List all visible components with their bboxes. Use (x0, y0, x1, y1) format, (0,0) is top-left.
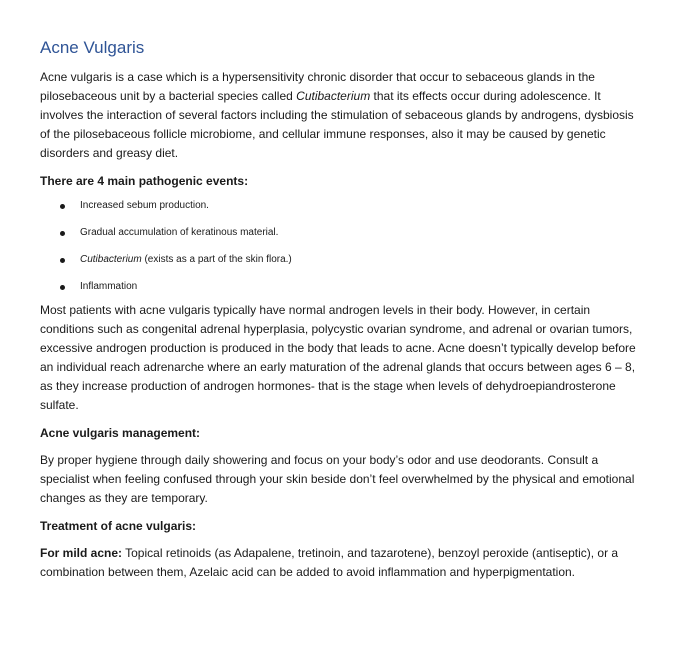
management-heading: Acne vulgaris management: (40, 426, 201, 440)
list-item (40, 253, 644, 267)
treatment-heading: Treatment of acne vulgaris: (40, 519, 197, 533)
list-item-text: Gradual accumulation of keratinous material. (80, 227, 279, 238)
list-item-text: Increased sebum production. (80, 200, 209, 211)
management-paragraph: By proper hygiene through daily showering and focus on your body’s odor and use deodorants. Consult a specialist when feeling confused through your skin beside don’t feel overwhelmed by the physical and emotional changes as they are temporary. (40, 453, 635, 505)
treatment-paragraph (40, 544, 644, 582)
bullet-icon (60, 231, 65, 236)
list-item (40, 280, 644, 294)
bullet-icon (60, 204, 65, 209)
bullet-icon (60, 285, 65, 290)
bullet-icon (60, 258, 65, 263)
intro-text-part1: Acne vulgaris is a case which is a hypersensitivity chronic disorder that occur to sebaceous glands in the pilosebaceous unit by a bacterial species called (40, 70, 595, 103)
treatment-text: Topical retinoids (as Adapalene, tretinoin, and tazarotene), benzoyl peroxide (antiseptic), or a combination between them, Azelaic acid can be added to avoid inflammation and hyperpigmentation. (40, 546, 619, 579)
list-item (40, 226, 644, 240)
list-item-italic: Cutibacterium (80, 254, 142, 265)
treatment-label: For mild acne: (40, 546, 123, 560)
document-title: Acne Vulgaris (40, 38, 145, 57)
list-item-text: Inflammation (80, 281, 138, 292)
list-item (40, 199, 644, 213)
intro-text-part2: that its effects occur during adolescence. It involves the interaction of several factors including the stimulation of sebaceous glands by androgens, dysbiosis of the pilosebaceous follicle microbiome, and cellular immune responses, also it may be caused by genetic disorders and greasy diet. (40, 89, 634, 160)
list-item-text: (exists as a part of the skin flora.) (141, 254, 292, 265)
androgen-paragraph: Most patients with acne vulgaris typically have normal androgen levels in their body. However, in certain conditions such as congenital adrenal hyperplasia, polycystic ovarian syndrome, and adrenal or ovarian tumors, excessive androgen production is produced in the body that leads to acne. Acne doesn’t typically develop before an individual reach adrenarche where an early maturation of the adrenal glands that occurs between ages 6 – 8, as they increase production of androgen hormones- that is the stage when levels of dehydroepiandrosterone sulfate. (40, 303, 636, 412)
events-heading: There are 4 main pathogenic events: (40, 174, 249, 188)
pathogenic-events-list (40, 199, 644, 294)
intro-paragraph (40, 68, 644, 163)
intro-italic-term: Cutibacterium (296, 89, 371, 103)
